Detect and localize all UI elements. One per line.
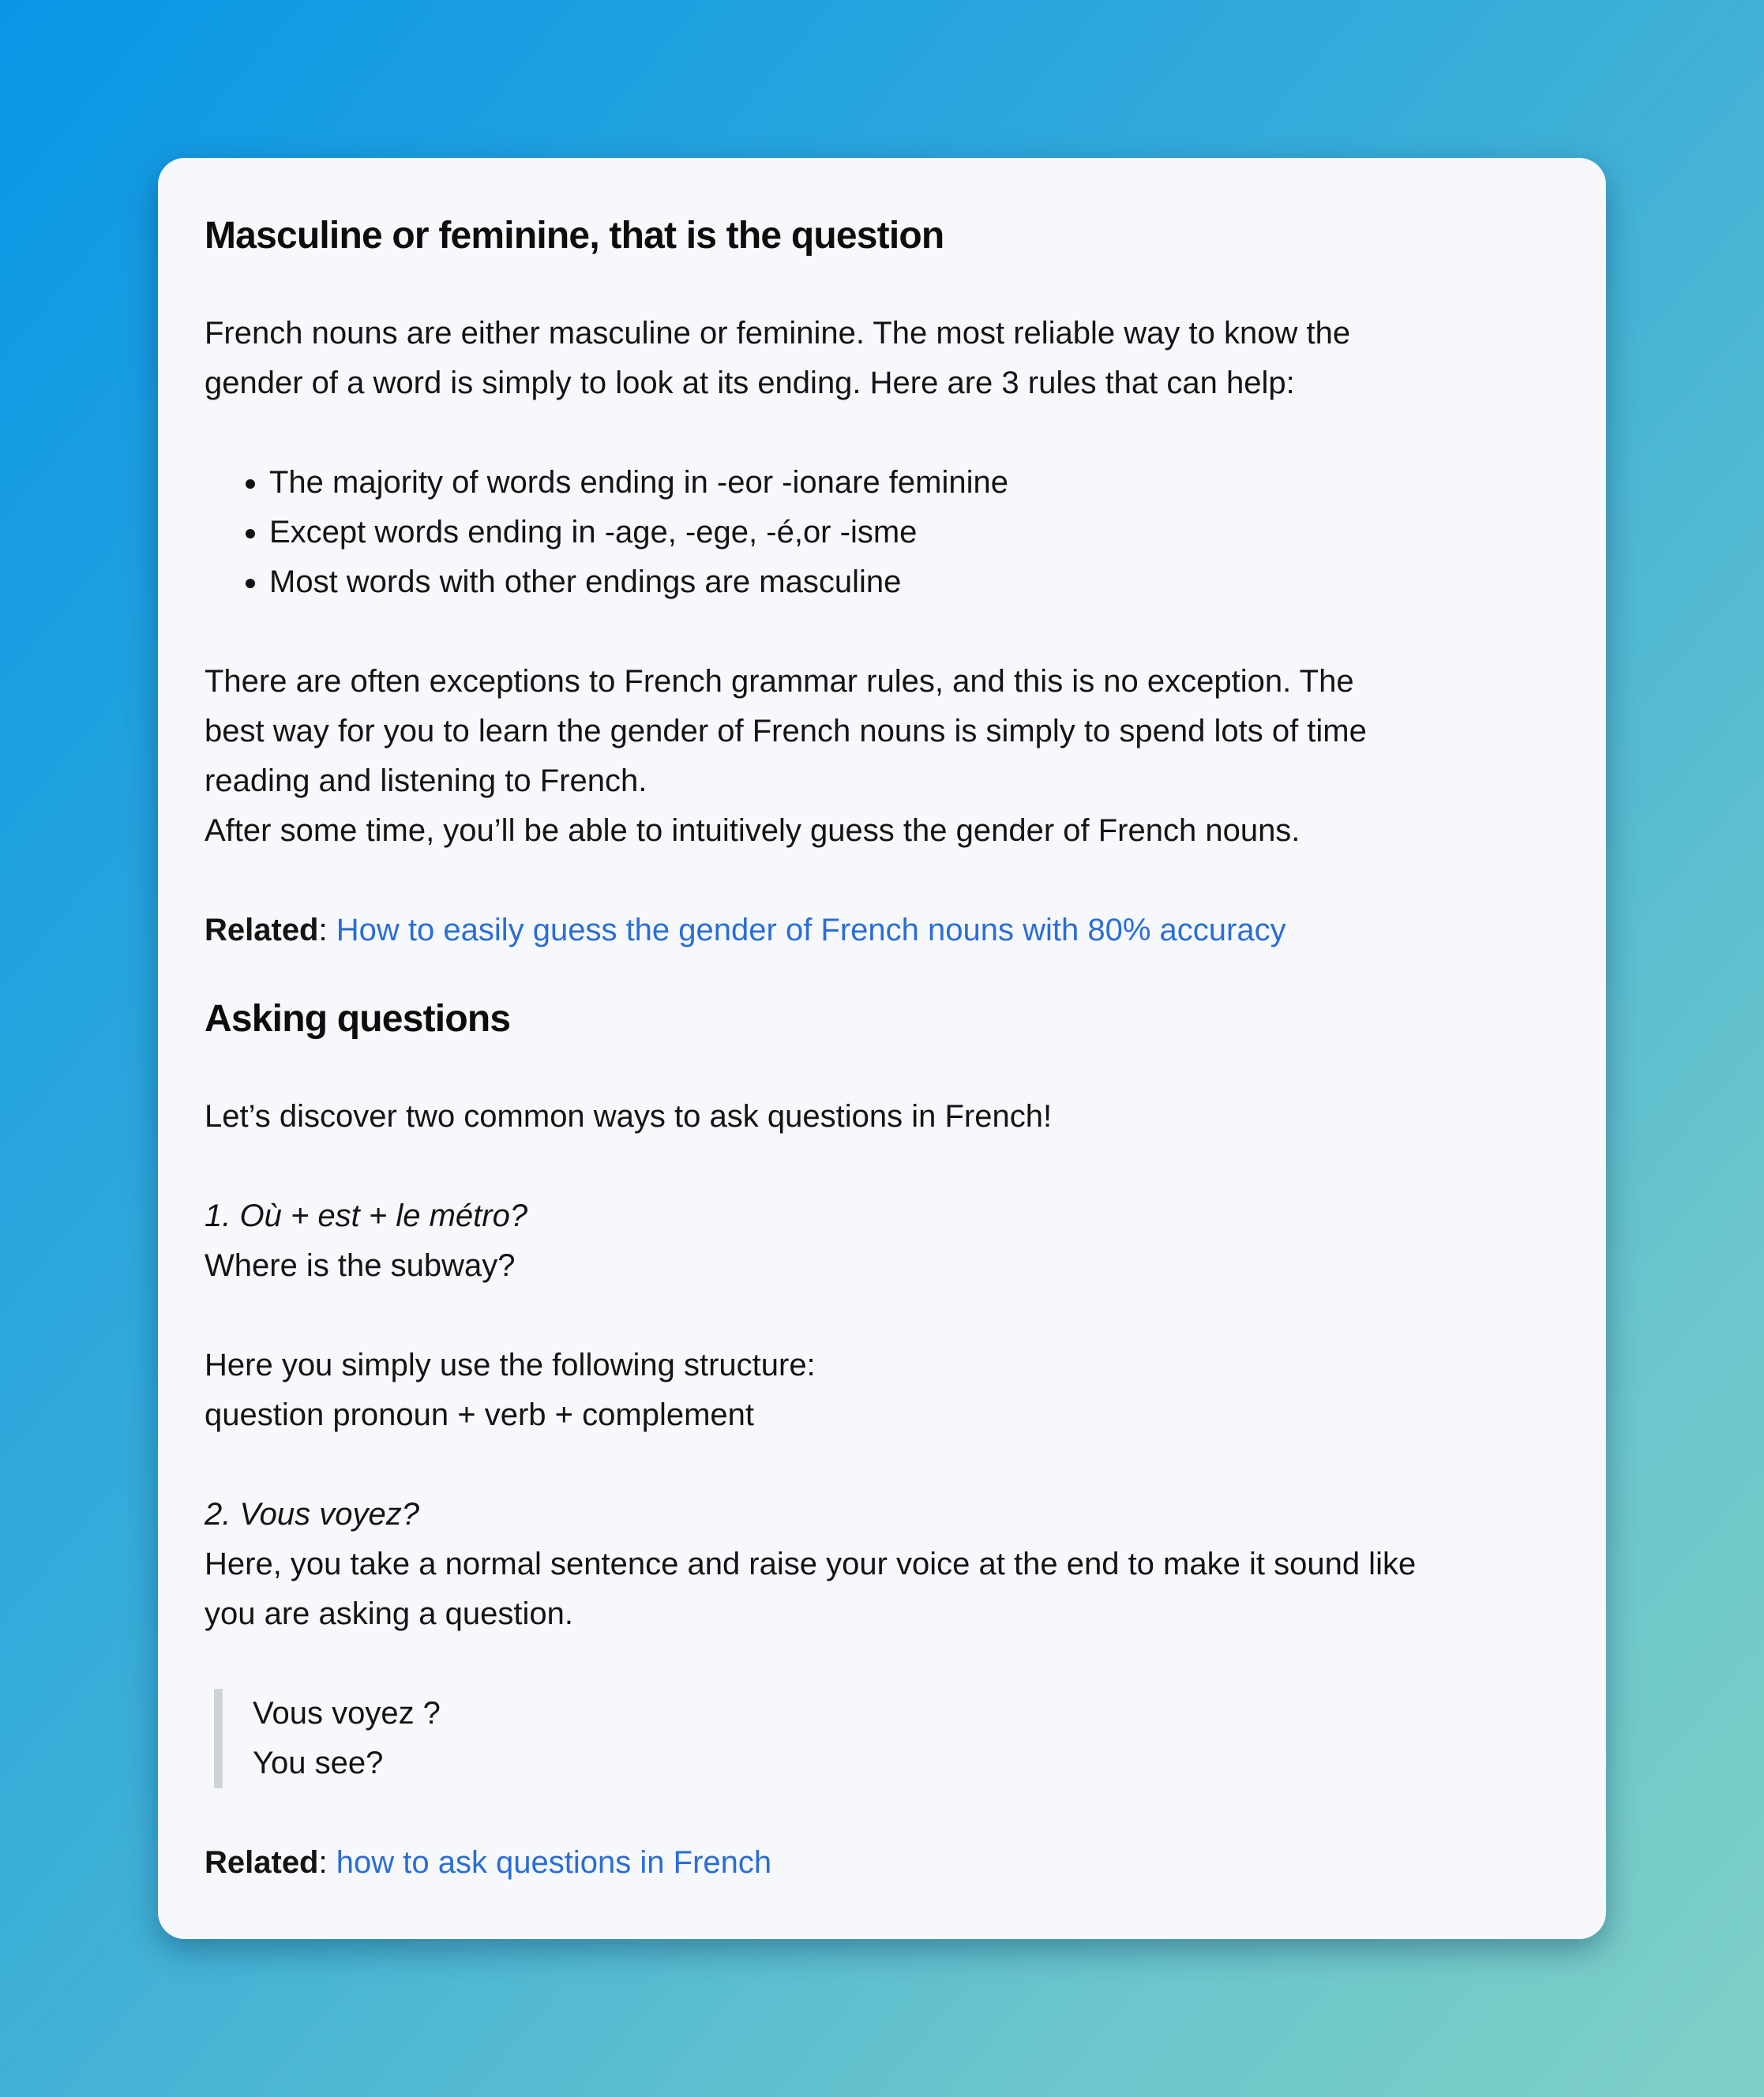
related-label: Related	[205, 1845, 319, 1880]
list-item: • The majority of words ending in -eor -ionare feminine	[269, 458, 1559, 508]
example-blockquote	[214, 1689, 1559, 1788]
related-label: Related	[205, 913, 319, 947]
exceptions-line-1: There are often exceptions to French grammar rules, and this is no exception. The	[205, 664, 1354, 699]
quote-line-english: You see?	[253, 1746, 384, 1780]
spacer	[205, 1291, 1559, 1341]
related-gender	[205, 906, 1559, 955]
gender-intro-line-2: gender of a word is simply to look at its ending. Here are 3 rules that can help:	[205, 366, 1295, 400]
example-1-french: 1. Où + est + le métro?	[205, 1199, 528, 1233]
structure-line-2: question pronoun + verb + complement	[205, 1397, 754, 1432]
exceptions-line-4: After some time, you’ll be able to intuitively guess the gender of French nouns.	[205, 813, 1300, 848]
related-separator: :	[318, 913, 336, 947]
related-separator: :	[318, 1845, 336, 1880]
example-1-english: Where is the subway?	[205, 1248, 516, 1283]
spacer	[205, 1142, 1559, 1191]
spacer	[205, 1639, 1559, 1689]
example-2-line-1: Here, you take a normal sentence and raise your voice at the end to make it sound like	[205, 1547, 1417, 1581]
spacer	[205, 1044, 1559, 1092]
spacer	[205, 408, 1559, 458]
section-heading-questions: Asking questions	[205, 998, 511, 1040]
structure-line-1: Here you simply use the following structure:	[205, 1348, 816, 1382]
spacer	[205, 261, 1559, 309]
related-gender-link[interactable]: How to easily guess the gender of French nouns with 80% accuracy	[336, 913, 1286, 947]
questions-intro: Let’s discover two common ways to ask questions in French!	[205, 1099, 1053, 1134]
spacer	[205, 607, 1559, 657]
list-item: • Except words ending in -age, -ege, -é,or -isme	[269, 508, 1559, 557]
related-questions-link[interactable]: how to ask questions in French	[336, 1845, 772, 1880]
article-card	[158, 158, 1606, 1939]
related-questions	[205, 1838, 1559, 1888]
exceptions-line-3: reading and listening to French.	[205, 763, 647, 798]
spacer	[205, 955, 1559, 995]
list-item: • Most words with other endings are masculine	[269, 557, 1559, 607]
exceptions-line-2: best way for you to learn the gender of French nouns is simply to spend lots of time	[205, 714, 1367, 748]
quote-line-french: Vous voyez ?	[253, 1696, 441, 1731]
gender-intro-line-1: French nouns are either masculine or feminine. The most reliable way to know the	[205, 316, 1351, 351]
spacer	[205, 1788, 1559, 1838]
section-heading-gender: Masculine or feminine, that is the question	[205, 215, 944, 257]
example-2-french: 2. Vous voyez?	[205, 1497, 420, 1532]
spacer	[205, 856, 1559, 906]
example-2-line-2: you are asking a question.	[205, 1596, 573, 1631]
spacer	[205, 1440, 1559, 1490]
gender-rules-list	[205, 458, 1559, 607]
